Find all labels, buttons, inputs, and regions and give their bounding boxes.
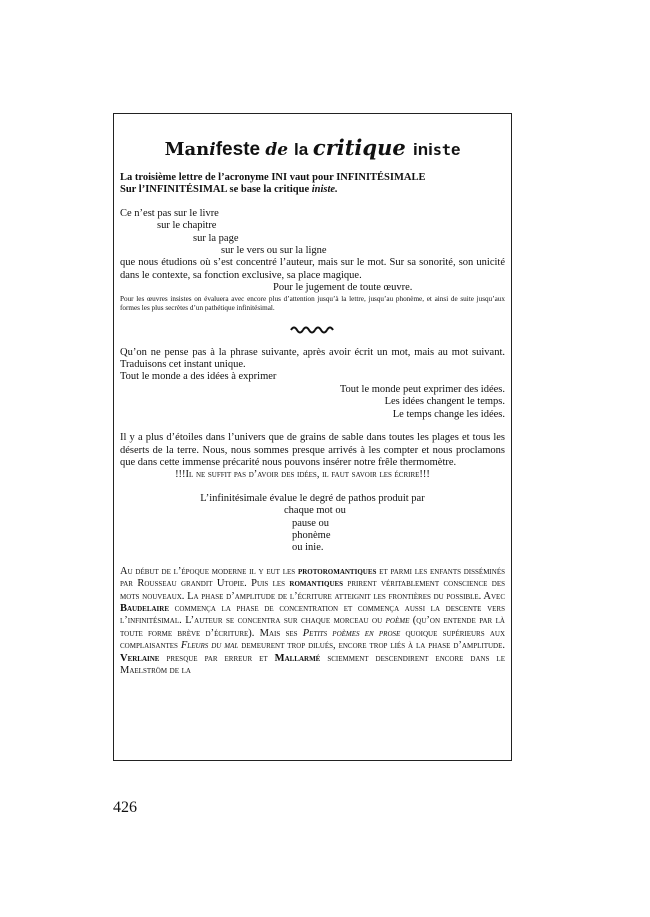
title-part: critique	[312, 135, 414, 160]
history-emphasis: Mallarmé	[274, 652, 321, 664]
history-text: Au début de l’époque moderne il y eut les	[120, 565, 298, 577]
ideas-line: Tout le monde a des idées à exprimer	[120, 371, 277, 383]
stair-line: sur le chapitre	[157, 220, 217, 232]
title-part: e	[450, 140, 461, 159]
history-paragraph	[120, 566, 505, 678]
history-emphasis: romantiques	[289, 578, 344, 590]
history-italic: poème	[385, 615, 410, 627]
ideas-right-line: Les idées changent le temps.	[384, 396, 505, 408]
title-part: i	[209, 140, 216, 160]
history-text: (qu’on entende par là toute forme brève d’écriture). Mais ses	[120, 615, 505, 639]
stars-paragraph	[120, 432, 505, 482]
pathos-paragraph	[120, 493, 505, 555]
title-part: st	[432, 141, 451, 159]
pathos-line: L’infinitésimale évalue le degré de pathos produit par	[200, 492, 425, 504]
ornament-divider	[120, 324, 505, 339]
intro-text: Sur l’INFINITÉSIMAL se base la critique	[120, 184, 312, 196]
history-text: prirent véritablement conscience des mots nouveaux. La phase d’amplitude de l’écriture atteignit les frontières du possible. Avec	[120, 578, 506, 602]
manifesto-content	[120, 132, 505, 688]
title-part: feste	[215, 139, 266, 160]
ideas-right-line: Le temps change les idées.	[392, 408, 505, 420]
title-part: Man	[164, 139, 210, 160]
pathos-line: chaque mot ou	[284, 505, 346, 517]
page-number: 426	[113, 799, 137, 816]
pathos-line: phonème	[292, 529, 331, 541]
history-italic: Petits poèmes en prose	[302, 627, 401, 639]
history-text: commença la phase de concentration et commença aussi la descente vers l’infinitésimal. L’auteur se concentra sur chaque morceau ou	[120, 602, 505, 627]
title-part: de	[265, 140, 294, 160]
stars-shout: !!!Il ne suffit pas d’avoir des idées, il faut savoir les écrire!!!	[175, 469, 430, 481]
title-part: ini	[413, 140, 433, 159]
intro-emphasis: iniste.	[311, 184, 338, 196]
pathos-line: pause ou	[292, 517, 330, 529]
manifesto-frame	[113, 113, 512, 761]
ideas-right-line: Tout le monde peut exprimer des idées.	[339, 383, 505, 395]
history-emphasis: Baudelaire	[120, 602, 170, 614]
title-part: la	[294, 140, 313, 159]
stair-line: sur la page	[193, 232, 239, 244]
intro-line	[120, 184, 505, 196]
pathos-line: ou inie.	[292, 542, 324, 554]
ideas-paragraph	[120, 347, 505, 421]
stair-text: que nous étudions où s’est concentré l’auteur, mais sur le mot. Sur sa sonorité, son unicité dans le contexte, sa fonction exclusive, sa place magique.	[120, 257, 505, 281]
stair-small-note: Pour les œuvres insistes on évaluera avec encore plus d’attention jusqu’à la lettre, jusqu’au phonème, et ainsi de suite jusqu’aux formes les plus secrètes d’un pathétique infinitésimal.	[120, 294, 505, 312]
history-emphasis: Verlaine	[120, 652, 160, 664]
history-italic: Fleurs du mal	[180, 640, 239, 652]
history-text: quoique supérieurs aux complaisantes	[120, 627, 505, 652]
intro-line: La troisième lettre de l’acronyme INI vaut pour INFINITÉSIMALE	[120, 172, 426, 183]
stair-paragraph	[120, 208, 505, 313]
history-text: demeurent trop dilués, encore trop liés à la phase d’amplitude.	[238, 640, 505, 652]
stair-line: sur le vers ou sur la ligne	[221, 245, 327, 257]
ideas-text: Qu’on ne pense pas à la phrase suivante, après avoir écrit un mot, mais au mot suivant. Traduisons cet instant unique.	[120, 346, 505, 371]
intro-paragraph	[120, 172, 505, 197]
manifesto-title	[120, 132, 505, 164]
history-text: et parmi les enfants disséminés par Rousseau grandit Utopie. Puis les	[120, 565, 505, 590]
ornament-icon	[289, 325, 337, 335]
history-emphasis: protoromantiques	[297, 565, 377, 577]
stars-text: Il y a plus d’étoiles dans l’univers que de grains de sable dans toutes les plages et tous les déserts de la terre. Nous, nous sommes presque arrivés à les compter et nous proclamons que dans cette immense précarité nous pouvons insérer notre frêle thermomètre.	[120, 432, 505, 468]
history-text: sciemment descendirent encore dans le Maelström de la	[120, 652, 505, 676]
stair-line: Ce n’est pas sur le livre	[120, 207, 219, 219]
stair-line: Pour le jugement de toute œuvre.	[273, 282, 413, 294]
history-text: presque par erreur et	[159, 652, 275, 664]
